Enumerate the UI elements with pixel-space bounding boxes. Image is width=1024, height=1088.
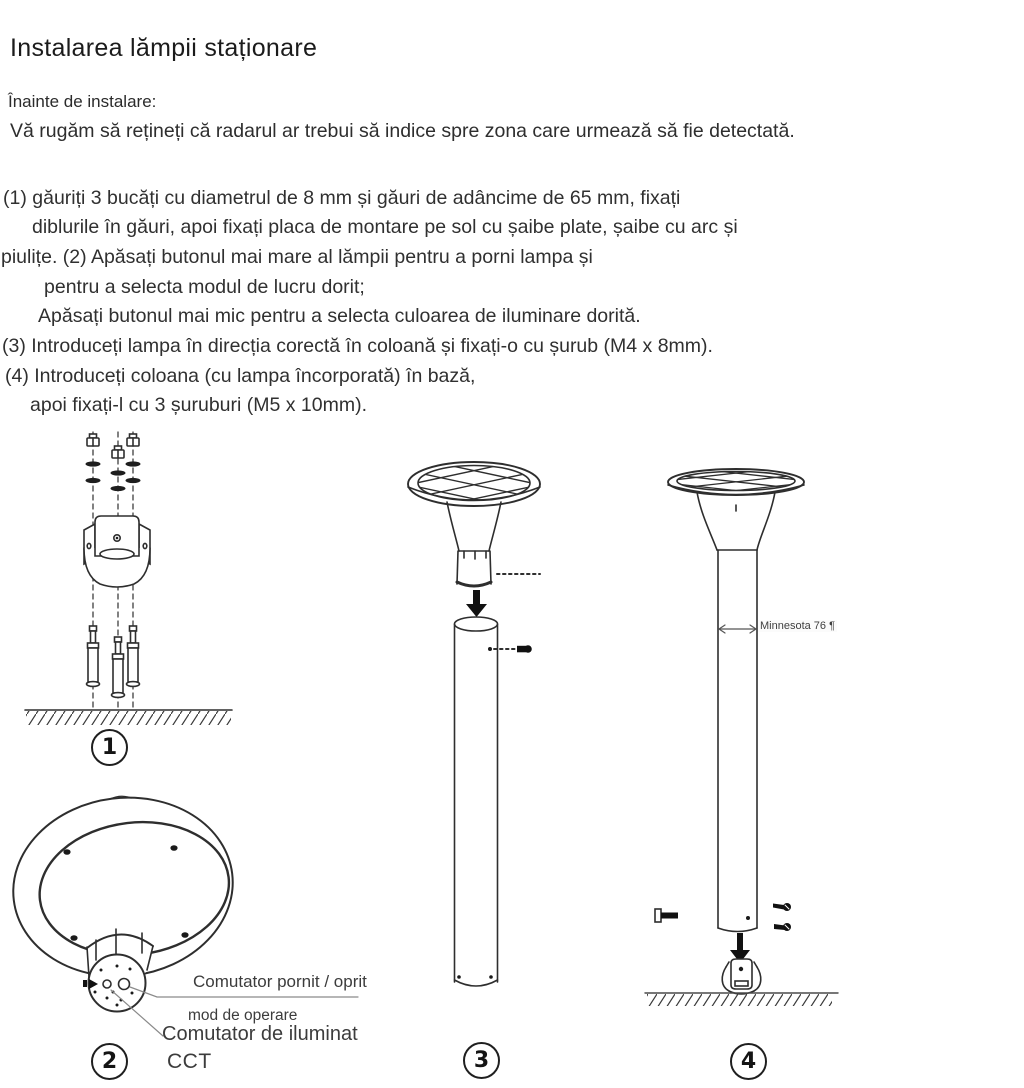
instruction-line: diblurile în găuri, apoi fixați placa de montare pe sol cu șaibe plate, șaibe cu arc și <box>32 216 738 238</box>
lamp-head-drawing <box>393 458 555 586</box>
expansion-bolt-icon <box>87 626 140 697</box>
pole-diameter-label: Minnesota 76 ¶ <box>760 620 836 632</box>
diagram-step1-mounting-plate <box>25 432 232 725</box>
screw-icon <box>655 903 791 931</box>
down-arrow-icon <box>466 590 487 617</box>
pole-drawing <box>718 550 757 932</box>
step-3-badge: 3 <box>463 1042 500 1079</box>
instruction-line: Apăsați butonul mai mic pentru a selecta culoarea de iluminare dorită. <box>38 305 641 327</box>
pre-install-heading: Înainte de instalare: <box>8 92 157 111</box>
screw-icon <box>488 645 532 653</box>
ground-hatch <box>25 710 232 725</box>
instruction-line: (3) Introduceți lampa în direcția corectă în coloană și fixați-o cu șurub (M4 x 8mm). <box>2 335 713 357</box>
label-cct: CCT <box>167 1050 212 1073</box>
step-4-badge: 4 <box>730 1043 767 1080</box>
pole-drawing <box>455 617 498 986</box>
instruction-line: (1) găuriți 3 bucăți cu diametrul de 8 mm și găuri de adâncime de 65 mm, fixați <box>3 187 681 209</box>
instruction-line: (4) Introduceți coloana (cu lampa încorporată) în bază, <box>5 365 476 387</box>
label-operation-mode: mod de operare <box>188 1007 298 1024</box>
label-light-switch: Comutator de iluminat <box>162 1023 358 1045</box>
instruction-line: pentru a selecta modul de lucru dorit; <box>44 276 365 298</box>
diagram-step2-lamp-underside <box>3 785 358 1036</box>
instruction-line: piulițe. (2) Apăsați butonul mai mare al lămpii pentru a porni lampa și <box>1 246 593 268</box>
base-bracket-drawing <box>722 959 761 994</box>
diagram-step3-lamp-and-pole <box>393 458 555 986</box>
label-on-off-switch: Comutator pornit / oprit <box>193 972 367 991</box>
width-arrow-icon <box>719 625 756 633</box>
ground-hatch <box>645 993 838 1006</box>
installation-diagrams <box>0 420 1024 1088</box>
lamp-head-drawing <box>655 466 817 550</box>
diagram-step4-assembled-lamp <box>645 466 838 1006</box>
step-1-badge: 1 <box>91 729 128 766</box>
washer-icon <box>86 461 141 491</box>
nut-icon <box>87 434 139 458</box>
page-title: Instalarea lămpii staționare <box>10 34 318 62</box>
step-2-badge: 2 <box>91 1043 128 1080</box>
radar-note: Vă rugăm să rețineți că radarul ar trebui să indice spre zona care urmează să fie detectată. <box>10 120 795 142</box>
mounting-bracket-drawing <box>84 516 150 587</box>
instruction-line: apoi fixați-l cu 3 șuruburi (M5 x 10mm). <box>30 394 368 416</box>
